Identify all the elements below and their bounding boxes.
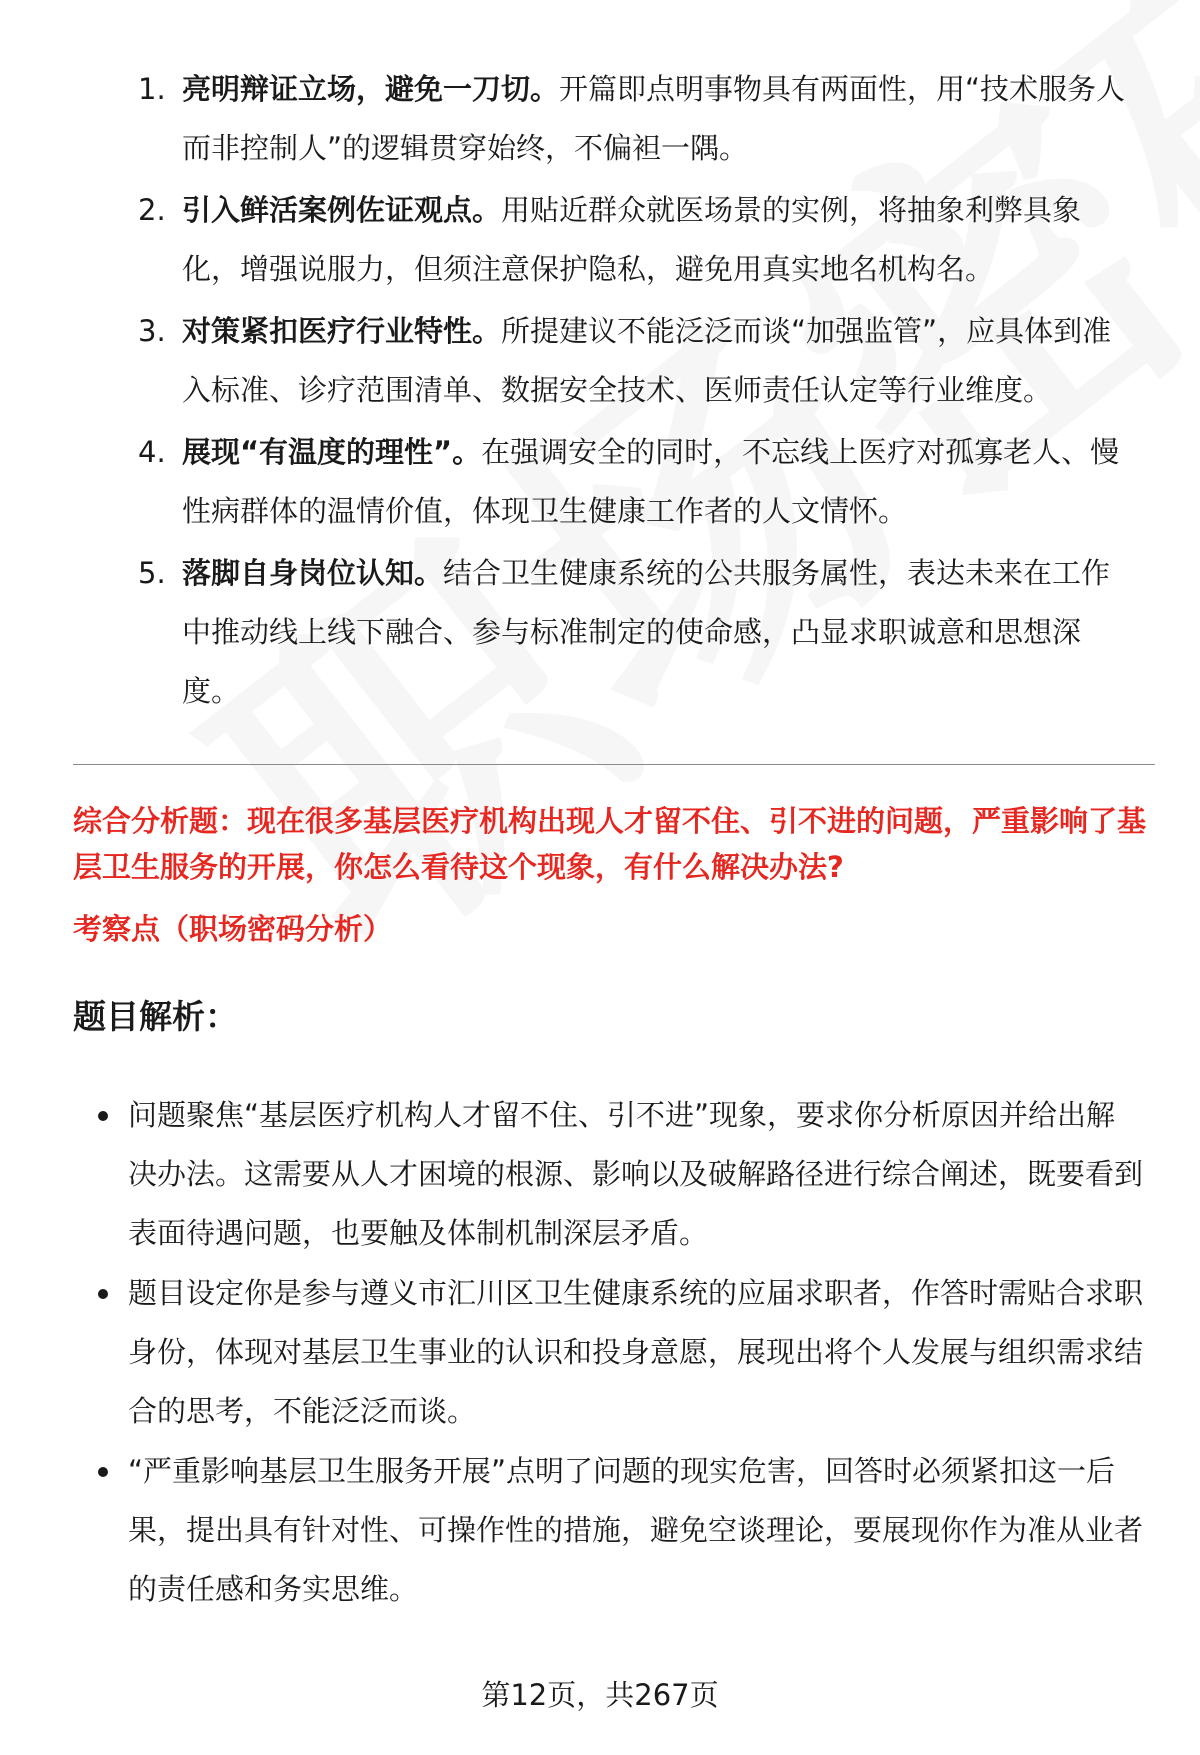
item-body: 开篇即点明事物具有两面性，用“技术服务人而非控制人”的逻辑贯穿始终，不偏袒一隅。 — [182, 72, 1126, 165]
item-lead: 对策紧扣医疗行业特性。 — [182, 314, 502, 348]
item-lead: 展现“有温度的理性”。 — [182, 435, 482, 469]
item-lead: 引入鲜活案例佐证观点。 — [182, 193, 502, 227]
bullet-text: 问题聚焦“基层医疗机构人才留不住、引不进”现象，要求你分析原因并给出解决办法。这需要从人才困境的根源、影响以及破解路径进行综合阐述，既要看到表面待遇问题，也要触及体制机制深层矛盾。 — [128, 1098, 1144, 1250]
item-body: 所提建议不能泛泛而谈“加强监管”，应具体到准入标准、诊疗范围清单、数据安全技术、医师责任认定等行业维度。 — [182, 314, 1112, 407]
item-body: 用贴近群众就医场景的实例，将抽象利弊具象化，增强说服力，但须注意保护隐私，避免用真实地名机构名。 — [182, 193, 1082, 286]
bullet-list — [0, 1086, 1200, 1620]
bullet-item — [0, 1442, 1200, 1619]
list-item — [0, 544, 1200, 721]
bullet-dot-icon — [98, 1289, 108, 1299]
item-body: 结合卫生健康系统的公共服务属性，表达未来在工作中推动线上线下融合、参与标准制定的使命感，凸显求职诚意和思想深度。 — [182, 556, 1111, 708]
bullet-item — [0, 1086, 1200, 1263]
section-divider — [73, 764, 1155, 765]
bullet-dot-icon — [98, 1467, 108, 1477]
question-title: 综合分析题：现在很多基层医疗机构出现人才留不住、引不进的问题，严重影响了基层卫生服务的开展，你怎么看待这个现象，有什么解决办法? — [73, 804, 1147, 884]
section-heading: 题目解析： — [73, 997, 238, 1036]
item-number: 4. — [138, 435, 166, 469]
bullet-dot-icon — [98, 1111, 108, 1121]
item-body: 在强调安全的同时，不忘线上医疗对孤寡老人、慢性病群体的温情价值，体现卫生健康工作者的人文情怀。 — [182, 435, 1120, 528]
item-number: 2. — [138, 193, 166, 227]
list-item — [0, 423, 1200, 541]
list-item — [0, 181, 1200, 299]
list-item — [0, 60, 1200, 178]
bullet-text: 题目设定你是参与遵义市汇川区卫生健康系统的应届求职者，作答时需贴合求职身份，体现对基层卫生事业的认识和投身意愿，展现出将个人发展与组织需求结合的思考，不能泛泛而谈。 — [128, 1276, 1144, 1428]
page-footer: 第12页，共267页 — [481, 1678, 719, 1712]
list-item — [0, 302, 1200, 420]
item-lead: 落脚自身岗位认知。 — [182, 556, 444, 590]
item-lead: 亮明辩证立场，避免一刀切。 — [182, 72, 560, 106]
exam-point-label: 考察点（职场密码分析） — [73, 912, 393, 946]
bullet-text: “严重影响基层卫生服务开展”点明了问题的现实危害，回答时必须紧扣这一后果，提出具有针对性、可操作性的措施，避免空谈理论，要展现你作为准从业者的责任感和务实思维。 — [128, 1454, 1144, 1606]
bullet-item — [0, 1264, 1200, 1441]
numbered-list — [0, 60, 1200, 724]
item-number: 5. — [138, 556, 166, 590]
item-number: 1. — [138, 72, 166, 106]
item-number: 3. — [138, 314, 166, 348]
